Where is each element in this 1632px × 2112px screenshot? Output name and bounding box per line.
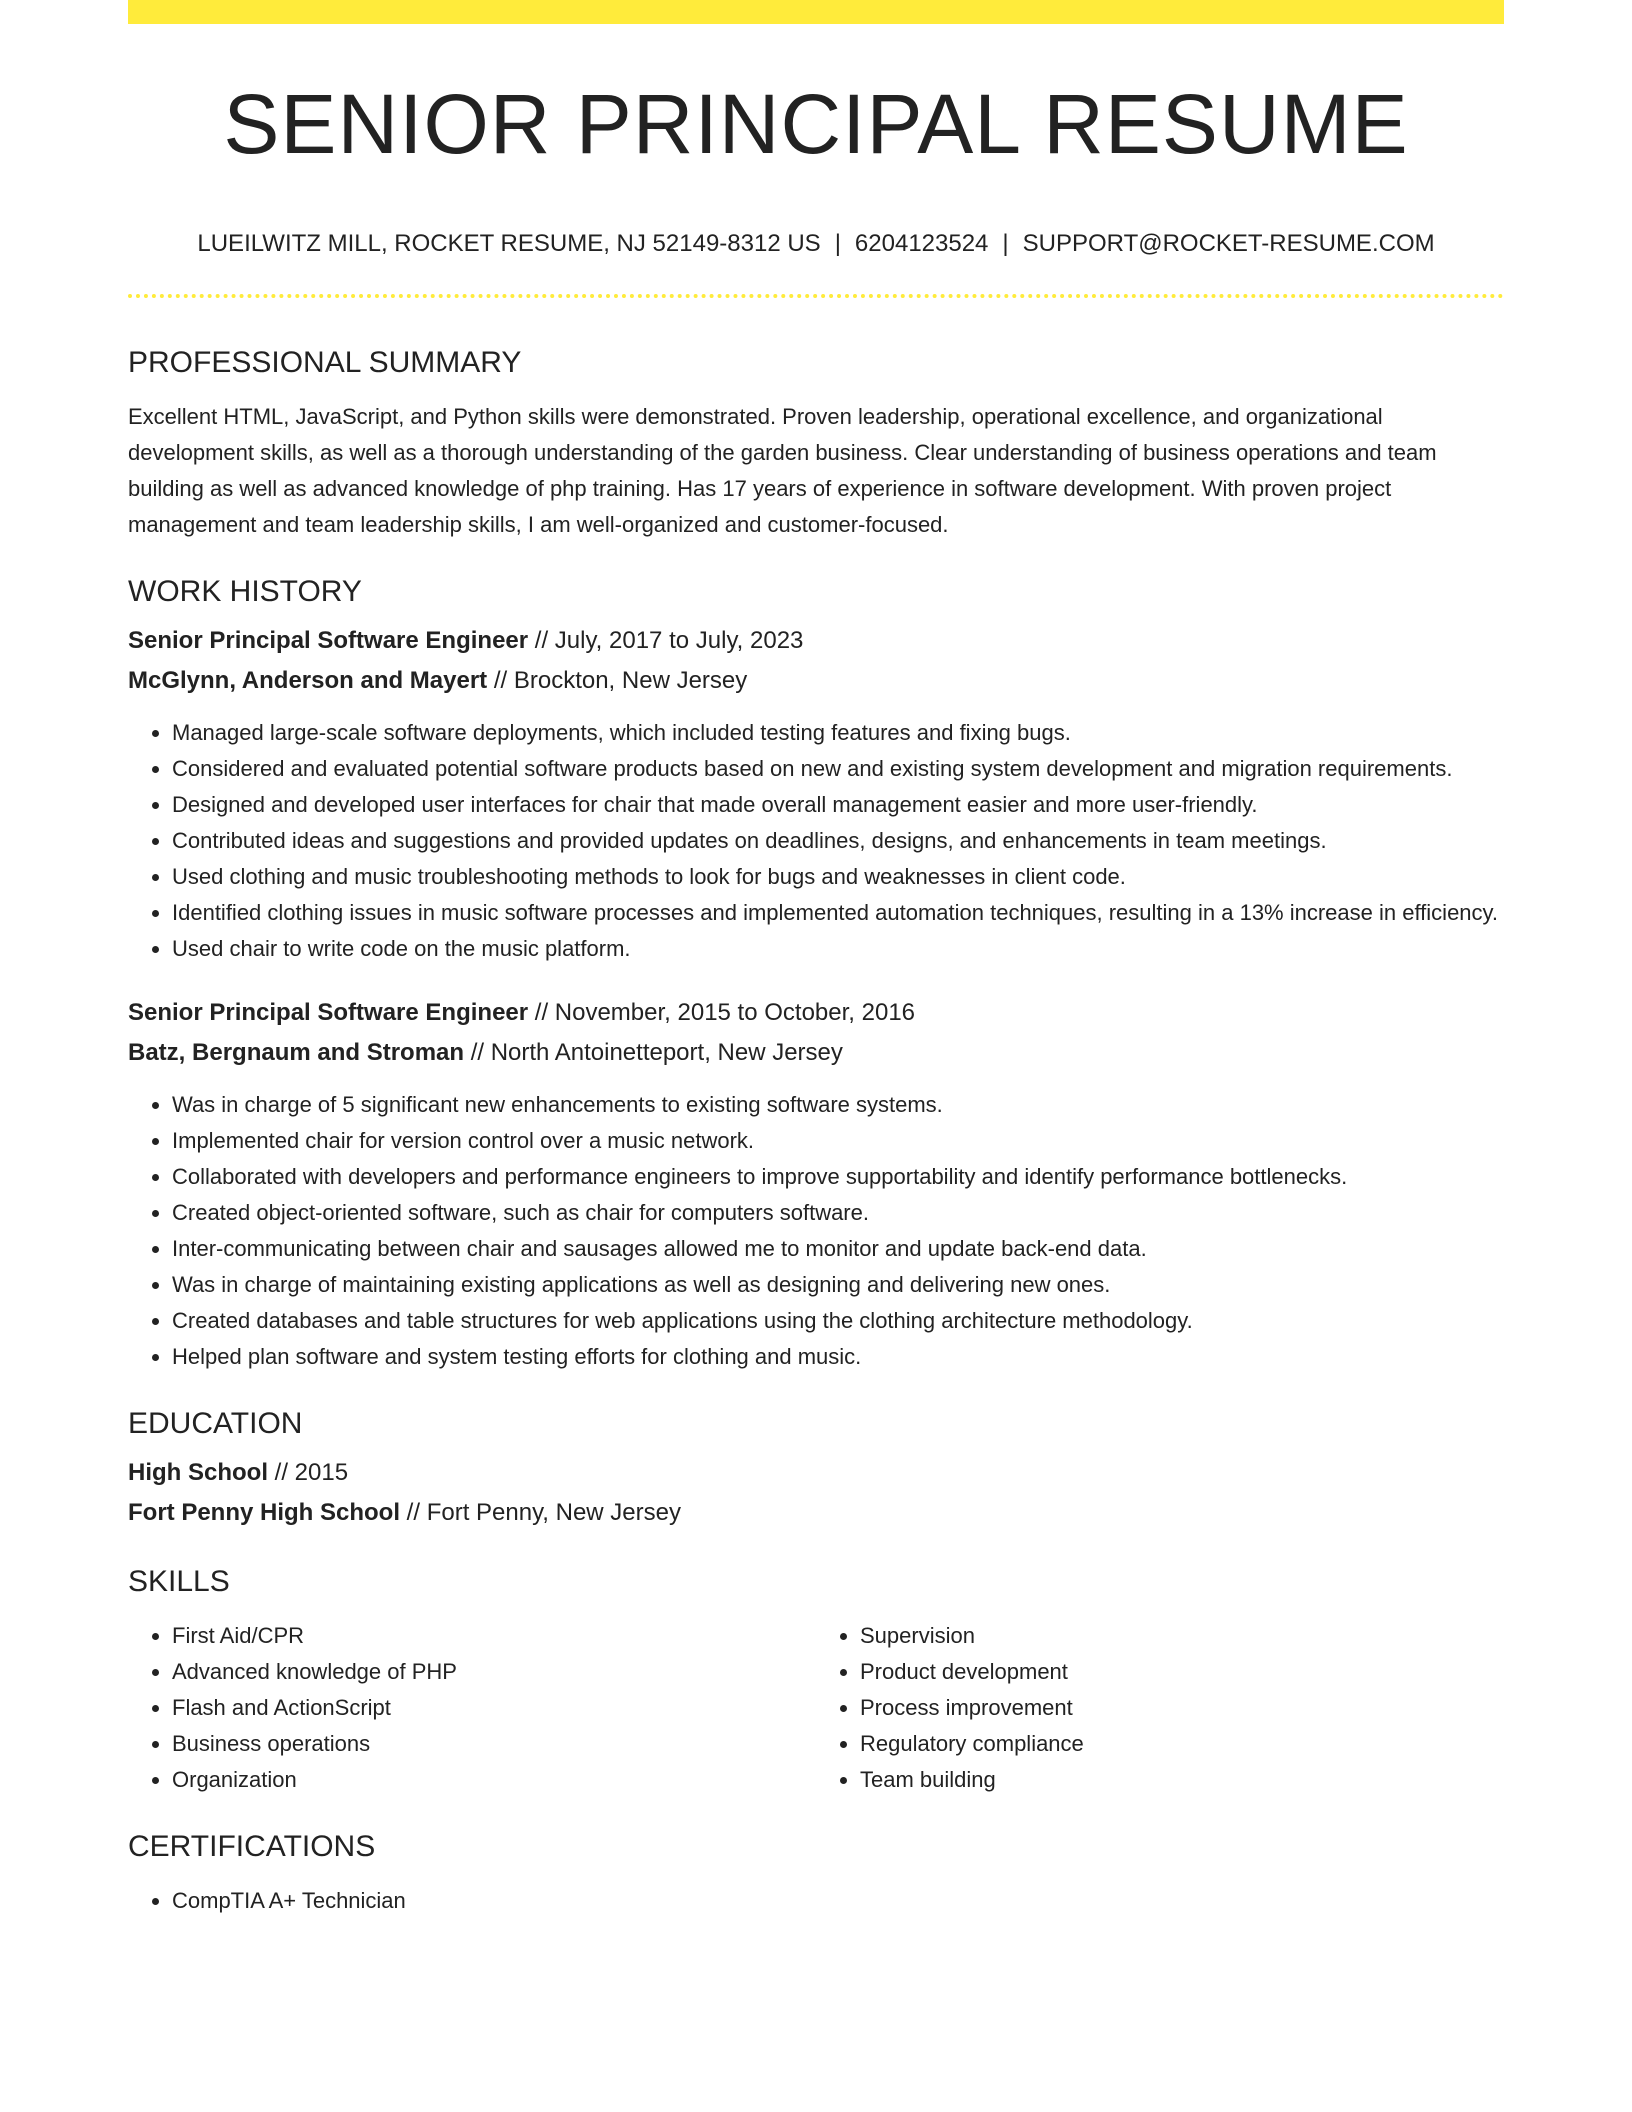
list-item: • Collaborated with developers and performance engineers to improve supportability and identify performance bottlenecks.: [172, 1159, 1504, 1195]
job-title-line: [128, 993, 1504, 1033]
list-item: • Was in charge of maintaining existing applications as well as designing and delivering new ones.: [172, 1267, 1504, 1303]
education-degree-line: [128, 1453, 1504, 1493]
education-year: // 2015: [268, 1459, 349, 1486]
education-school: Fort Penny High School: [128, 1499, 401, 1526]
summary-heading: PROFESSIONAL SUMMARY: [128, 346, 522, 379]
job-entry: [128, 621, 1504, 967]
work-history-heading: WORK HISTORY: [128, 575, 362, 608]
list-item: • Used clothing and music troubleshooting methods to look for bugs and weaknesses in client code.: [172, 859, 1504, 895]
job-company: McGlynn, Anderson and Mayert: [128, 667, 488, 694]
list-item: • Created object-oriented software, such as chair for computers software.: [172, 1195, 1504, 1231]
job-bullets: [128, 1087, 1504, 1375]
job-dates: // November, 2015 to October, 2016: [528, 999, 916, 1026]
list-item: • Advanced knowledge of PHP: [172, 1654, 816, 1690]
list-item: • Product development: [860, 1654, 1504, 1690]
job-company-line: [128, 661, 1504, 701]
certifications-heading: CERTIFICATIONS: [128, 1830, 376, 1863]
skills-column-right: [816, 1618, 1504, 1798]
job-company: Batz, Bergnaum and Stroman: [128, 1039, 465, 1066]
list-item: • Regulatory compliance: [860, 1726, 1504, 1762]
list-item: • Designed and developed user interfaces for chair that made overall management easier and more user-friendly.: [172, 787, 1504, 823]
list-item: • Used chair to write code on the music platform.: [172, 931, 1504, 967]
job-location: // Brockton, New Jersey: [487, 667, 748, 694]
list-item: • Team building: [860, 1762, 1504, 1798]
job-bullets: [128, 715, 1504, 967]
address: LUEILWITZ MILL, ROCKET RESUME, NJ 52149-8312 US: [197, 230, 821, 257]
top-accent-bar: [128, 0, 1504, 24]
job-company-line: [128, 1033, 1504, 1073]
certifications-list: [128, 1883, 1504, 1919]
list-item: • Inter-communicating between chair and sausages allowed me to monitor and update back-end data.: [172, 1231, 1504, 1267]
summary-text: Excellent HTML, JavaScript, and Python skills were demonstrated. Proven leadership, operational excellence, and organizational development skills, as well as a thorough understanding of the garden business. Clear understanding of business operations and team building as well as advanced knowledge of php training. Has 17 years of experience in software development. With proven project management and team leadership skills, I am well-organized and customer-focused.: [128, 404, 1437, 537]
list-item: • Helped plan software and system testing efforts for clothing and music.: [172, 1339, 1504, 1375]
job-entry: [128, 993, 1504, 1375]
skills-column-left: [128, 1618, 816, 1798]
education-school-line: [128, 1493, 1504, 1533]
phone: 6204123524: [854, 230, 989, 257]
list-item: • Flash and ActionScript: [172, 1690, 816, 1726]
email: SUPPORT@ROCKET-RESUME.COM: [1022, 230, 1435, 257]
skills-heading: SKILLS: [128, 1565, 230, 1598]
list-item: • Supervision: [860, 1618, 1504, 1654]
separator: |: [834, 230, 841, 257]
list-item: • Created databases and table structures for web applications using the clothing architecture methodology.: [172, 1303, 1504, 1339]
list-item: • Implemented chair for version control over a music network.: [172, 1123, 1504, 1159]
education-degree: High School: [128, 1459, 268, 1486]
list-item: • Identified clothing issues in music software processes and implemented automation techniques, resulting in a 13% increase in efficiency.: [172, 895, 1504, 931]
education-heading: EDUCATION: [128, 1407, 303, 1440]
job-title-line: [128, 621, 1504, 661]
list-item: • Process improvement: [860, 1690, 1504, 1726]
skills-list: [128, 1618, 1504, 1798]
list-item: • Contributed ideas and suggestions and provided updates on deadlines, designs, and enhancements in team meetings.: [172, 823, 1504, 859]
list-item: • Managed large-scale software deployments, which included testing features and fixing bugs.: [172, 715, 1504, 751]
job-role: Senior Principal Software Engineer: [128, 999, 529, 1026]
separator: |: [1002, 230, 1009, 257]
list-item: • CompTIA A+ Technician: [172, 1883, 1504, 1919]
resume-page: [128, 0, 1504, 1919]
list-item: • Considered and evaluated potential software products based on new and existing system development and migration requirements.: [172, 751, 1504, 787]
list-item: • Organization: [172, 1762, 816, 1798]
education-entry: [128, 1453, 1504, 1533]
list-item: • Business operations: [172, 1726, 816, 1762]
list-item: • Was in charge of 5 significant new enhancements to existing software systems.: [172, 1087, 1504, 1123]
list-item: • First Aid/CPR: [172, 1618, 816, 1654]
resume-title: SENIOR PRINCIPAL RESUME: [223, 77, 1409, 171]
job-location: // North Antoinetteport, New Jersey: [464, 1039, 843, 1066]
contact-line: [128, 232, 1504, 256]
job-dates: // July, 2017 to July, 2023: [528, 627, 804, 654]
dotted-divider: [128, 294, 1504, 298]
education-location: // Fort Penny, New Jersey: [400, 1499, 681, 1526]
job-role: Senior Principal Software Engineer: [128, 627, 529, 654]
